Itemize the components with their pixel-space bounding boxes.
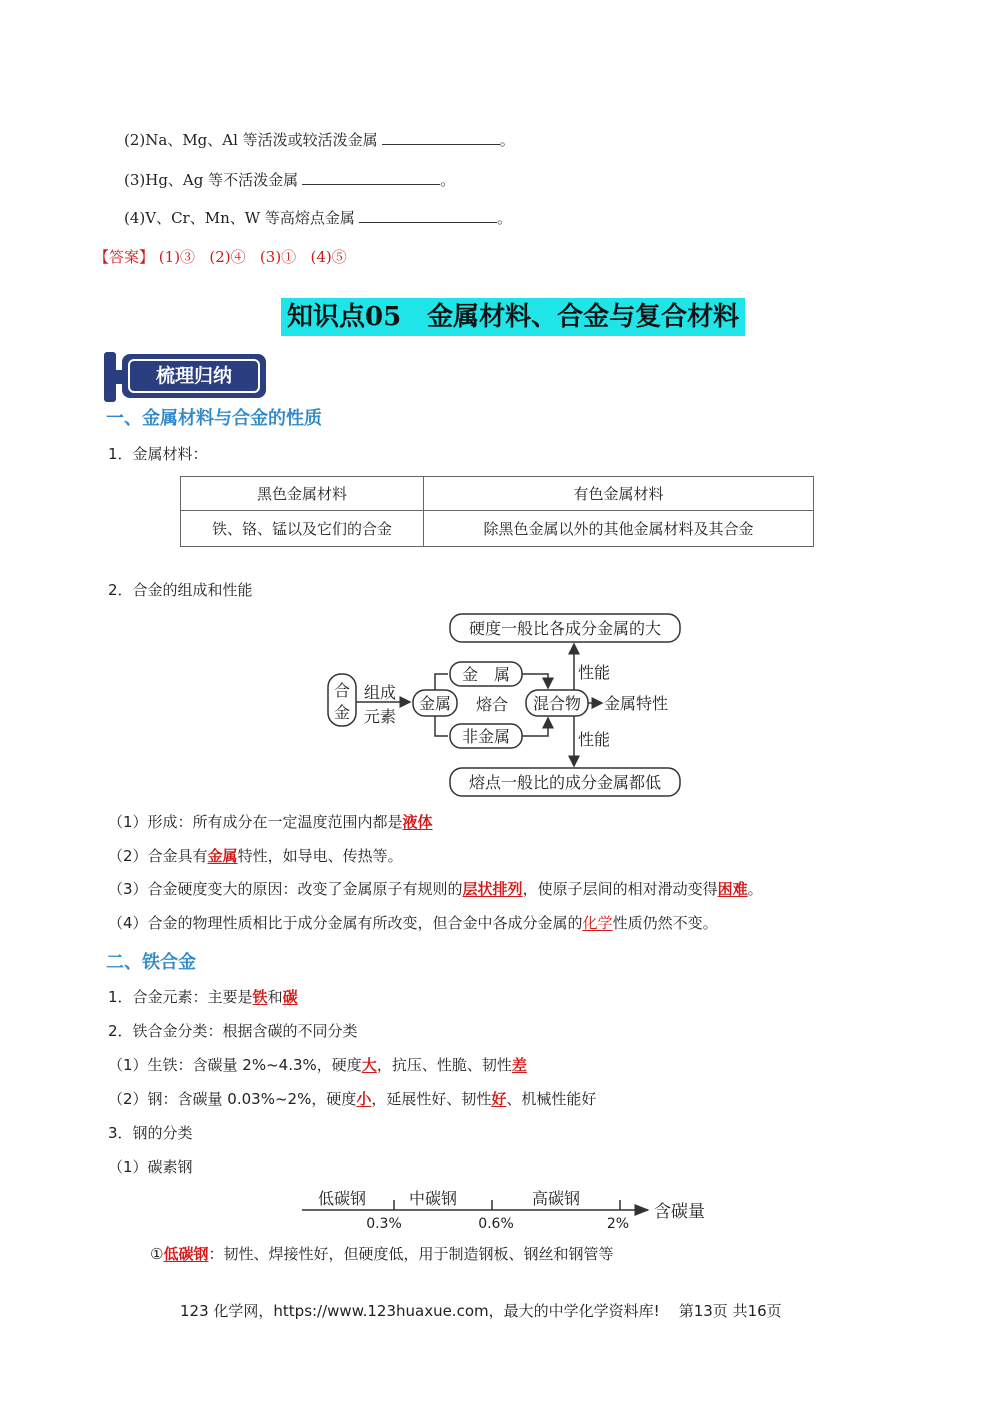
table-cell: 除黑色金属以外的其他金属材料及其合金 xyxy=(424,511,814,547)
scale-label: 高碳钢 xyxy=(531,1189,581,1208)
answer-item: (2)④ xyxy=(209,248,246,266)
tick-label: 0.6% xyxy=(478,1216,514,1232)
item-2: 2．合金的组成和性能 xyxy=(108,581,253,599)
diagram-label: 组成 xyxy=(363,683,397,702)
answer-blank xyxy=(302,170,440,185)
metal-materials-table xyxy=(180,476,814,547)
section1-heading: 一、金属材料与合金的性质 xyxy=(106,408,322,429)
line-7: ①低碳钢：韧性、焊接性好，但硬度低，用于制造钢板、钢丝和钢管等 xyxy=(150,1245,614,1263)
item-1: 1．金属材料： xyxy=(108,445,208,463)
line-1: 1．合金元素：主要是铁和碳 xyxy=(108,988,298,1006)
badge-label: 梳理归纳 xyxy=(155,365,232,387)
diagram-label: 性能 xyxy=(578,663,611,682)
line-5: 3．钢的分类 xyxy=(108,1124,193,1142)
diagram-label: 金 属 xyxy=(461,665,511,684)
question-3: (3)Hg、Ag 等不活泼金属 。 xyxy=(124,171,456,189)
answer-blank xyxy=(359,208,497,223)
para-3: （3）合金硬度变大的原因：改变了金属原子有规则的层状排列，使原子层间的相对滑动变得困难。 xyxy=(108,880,763,898)
tick-label: 2% xyxy=(606,1216,630,1232)
answer-blank xyxy=(382,130,500,145)
diagram-label: 金属 xyxy=(418,694,452,713)
answer-line xyxy=(94,247,347,267)
footer-site: 123 化学网，https://www.123huaxue.com，最大的中学化学资料库! xyxy=(180,1302,660,1320)
tick-label: 0.3% xyxy=(366,1216,402,1232)
carbon-scale xyxy=(296,1184,716,1234)
scale-label: 低碳钢 xyxy=(317,1189,367,1208)
diagram-label: 金 xyxy=(333,703,351,722)
answer-item: (3)① xyxy=(259,248,297,266)
question-2: (2)Na、Mg、Al 等活泼或较活泼金属 。 xyxy=(124,131,515,149)
diagram-label: 金属特性 xyxy=(604,694,669,713)
table-cell: 铁、铬、锰以及它们的合金 xyxy=(181,511,424,547)
diagram-label: 性能 xyxy=(578,730,611,749)
para-1: （1）形成：所有成分在一定温度范围内都是液体 xyxy=(108,813,433,831)
section-title: 知识点05 金属材料、合金与复合材料 xyxy=(281,298,745,336)
summary-badge xyxy=(104,352,268,402)
scale-label: 中碳钢 xyxy=(408,1189,458,1208)
diagram-label: 非金属 xyxy=(461,727,511,746)
diagram-label: 熔合 xyxy=(475,695,509,714)
para-4: （4）合金的物理性质相比于成分金属有所改变，但合金中各成分金属的化学性质仍然不变。 xyxy=(108,914,718,932)
diagram-label: 熔点一般比的成分金属都低 xyxy=(468,773,662,792)
axis-label: 含碳量 xyxy=(654,1202,705,1222)
diagram-label: 元素 xyxy=(363,707,397,726)
alloy-diagram xyxy=(320,610,700,802)
table-header: 有色金属材料 xyxy=(424,477,814,511)
answer-label: 【答案】 xyxy=(94,248,155,266)
line-6: （1）碳素钢 xyxy=(108,1158,193,1176)
section2-heading: 二、铁合金 xyxy=(106,952,196,973)
diagram-label: 混合物 xyxy=(532,694,582,713)
question-4: (4)V、Cr、Mn、W 等高熔点金属 。 xyxy=(124,209,512,227)
line-2: 2．铁合金分类：根据含碳的不同分类 xyxy=(108,1022,358,1040)
footer-page: 第13页 共16页 xyxy=(678,1302,782,1320)
para-2: （2）合金具有金属特性，如导电、传热等。 xyxy=(108,847,403,865)
line-3: （1）生铁：含碳量 2%~4.3%，硬度大，抗压、性脆、韧性差 xyxy=(108,1056,527,1074)
diagram-label: 硬度一般比各成分金属的大 xyxy=(468,619,662,638)
answer-item: (1)③ xyxy=(158,248,196,266)
page-footer xyxy=(180,1301,782,1321)
line-4: （2）钢：含碳量 0.03%~2%，硬度小，延展性好、韧性好、机械性能好 xyxy=(108,1090,597,1108)
diagram-label: 合 xyxy=(333,681,351,700)
table-header: 黑色金属材料 xyxy=(181,477,424,511)
answer-item: (4)⑤ xyxy=(310,248,347,266)
